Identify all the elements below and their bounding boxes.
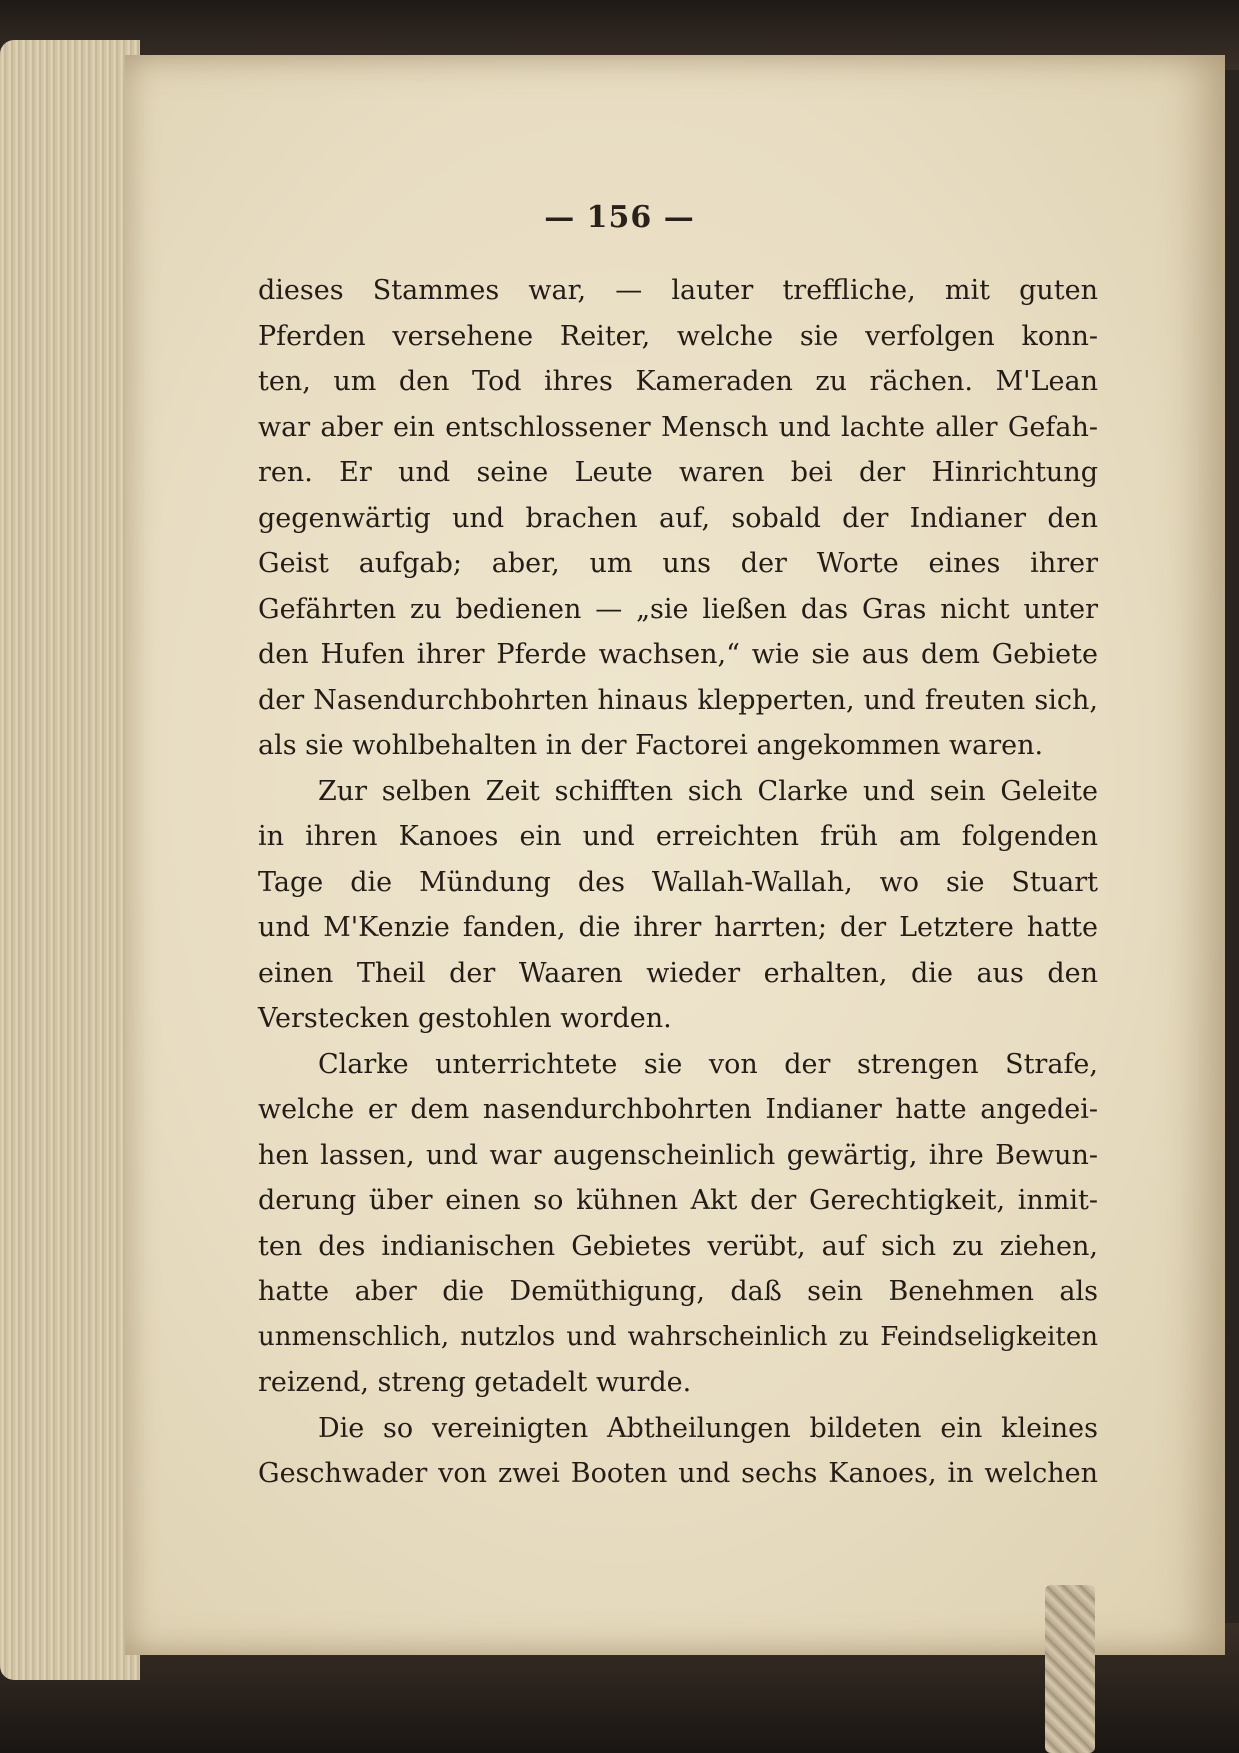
text-line: reizend, streng getadelt wurde. xyxy=(258,1367,692,1398)
text-line: hatte aber die Demüthigung, daß sein Benehmen als xyxy=(258,1276,1098,1307)
body-text xyxy=(258,268,1098,1497)
bookmark-ribbon xyxy=(1045,1585,1095,1753)
text-line: Tage die Mündung des Wallah-Wallah, wo sie Stuart xyxy=(258,866,1098,898)
text-line: welche er dem nasendurchbohrten Indianer hatte angedei- xyxy=(258,1094,1098,1125)
text-line: hen lassen, und war augenscheinlich gewärtig, ihre Bewun- xyxy=(258,1139,1098,1171)
text-line: gegenwärtig und brachen auf, sobald der Indianer den xyxy=(258,502,1098,534)
text-line: Geschwader von zwei Booten und sechs Kanoes, in welchen xyxy=(258,1458,1098,1489)
text-line: Pferden versehene Reiter, welche sie verfolgen konn- xyxy=(258,320,1098,352)
page-number: — 156 — xyxy=(544,200,695,235)
text-line: Geist aufgab; aber, um uns der Worte eines ihrer xyxy=(258,548,1098,579)
text-line: ten, um den Tod ihres Kameraden zu rächen. M'Lean xyxy=(258,366,1098,397)
text-line: unmenschlich, nutzlos und wahrscheinlich zu Feindseligkeiten xyxy=(258,1321,1098,1352)
page-edges xyxy=(0,40,140,1680)
text-line: und M'Kenzie fanden, die ihrer harrten; der Letztere hatte xyxy=(258,912,1098,943)
text-line: dieses Stammes war, — lauter treffliche, mit guten xyxy=(258,275,1098,306)
text-line: den Hufen ihrer Pferde wachsen,“ wie sie aus dem Gebiete xyxy=(258,639,1098,670)
text-line: Gefährten zu bedienen — „sie ließen das Gras nicht unter xyxy=(258,593,1098,625)
text-line: Zur selben Zeit schifften sich Clarke und sein Geleite xyxy=(318,775,1098,807)
text-line: ren. Er und seine Leute waren bei der Hinrichtung xyxy=(258,457,1098,488)
text-line: der Nasendurchbohrten hinaus klepperten, und freuten sich, xyxy=(258,684,1098,716)
text-line: einen Theil der Waaren wieder erhalten, die aus den xyxy=(258,957,1098,989)
text-line: Clarke unterrichtete sie von der strengen Strafe, xyxy=(318,1048,1098,1080)
text-line: in ihren Kanoes ein und erreichten früh am folgenden xyxy=(258,821,1098,852)
text-line: ten des indianischen Gebietes verübt, auf sich zu ziehen, xyxy=(258,1230,1098,1262)
text-line: als sie wohlbehalten in der Factorei angekommen waren. xyxy=(258,730,1044,761)
text-line: war aber ein entschlossener Mensch und lachte aller Gefah- xyxy=(258,411,1098,443)
text-line: Verstecken gestohlen worden. xyxy=(258,1003,672,1034)
text-line: derung über einen so kühnen Akt der Gerechtigkeit, inmit- xyxy=(258,1185,1098,1216)
text-line: Die so vereinigten Abtheilungen bildeten ein kleines xyxy=(318,1412,1098,1444)
